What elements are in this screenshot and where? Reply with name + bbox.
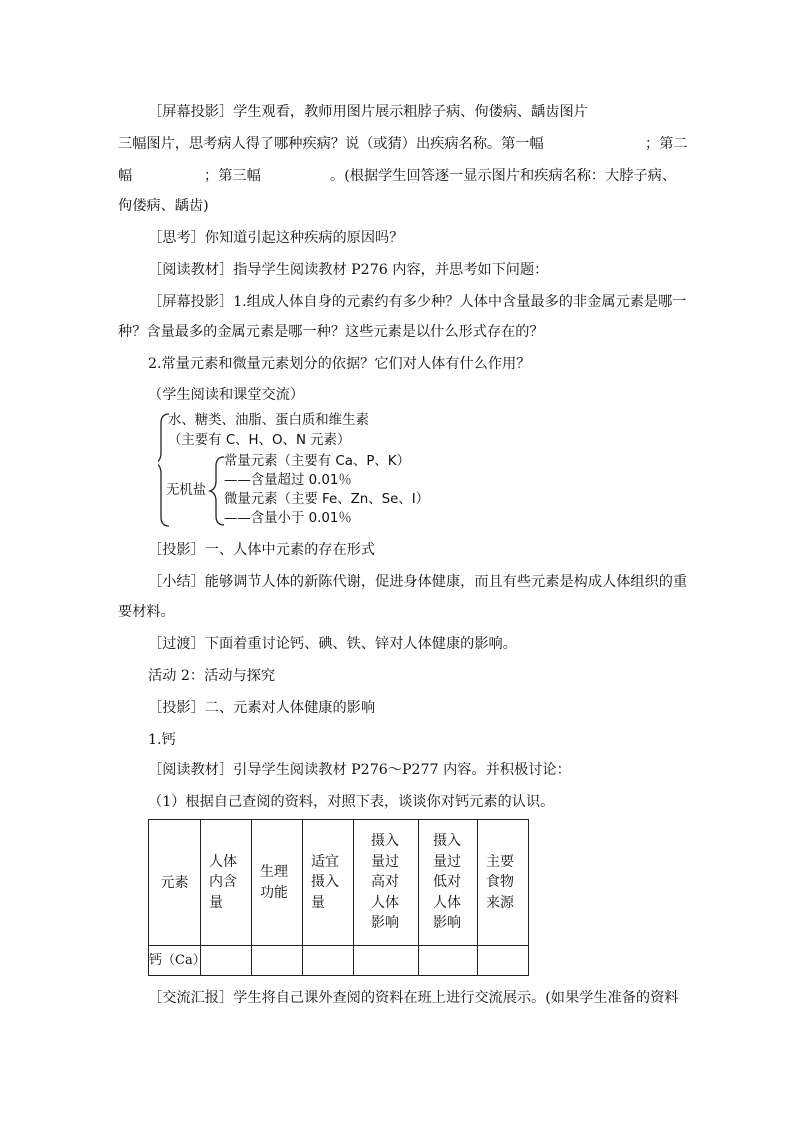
- table-header-cell: 适宜摄入量: [303, 820, 354, 946]
- organic-substances-label: 水、糖类、油脂、蛋白质和维生素: [168, 413, 369, 428]
- table-header-cell: 摄入量过高对人体影响: [354, 820, 419, 946]
- table-header-row: [149, 820, 529, 946]
- paragraph-projection-1: ［投影］一、人体中元素的存在形式: [148, 542, 376, 558]
- paragraph-line: 三幅图片，思考病人得了哪种疾病？说（或猜）出疾病名称。第一幅: [118, 136, 544, 152]
- organic-elements-note: （主要有 C、H、O、N 元素）: [168, 433, 351, 448]
- inorganic-salt-label: 无机盐: [166, 483, 207, 498]
- paragraph-summary: ［小结］能够调节人体的新陈代谢，促进身体健康，而且有些元素是构成人体组织的重: [148, 574, 688, 590]
- paragraph-note: （学生阅读和课堂交流）: [148, 387, 305, 403]
- table-header-cell: 生理功能: [252, 820, 303, 946]
- calcium-table: [148, 819, 529, 976]
- paragraph-reading-2: ［阅读教材］引导学生阅读教材 P276～P277 内容。并积极讨论：: [148, 762, 571, 778]
- table-row: [149, 946, 529, 976]
- major-elements-note: ——含量超过 0.01％: [224, 473, 352, 488]
- table-header-cell: 主要食物来源: [478, 820, 529, 946]
- table-cell: [303, 946, 354, 976]
- paragraph-line: 要材料。: [118, 604, 175, 620]
- paragraph-report: ［交流汇报］学生将自己课外查阅的资料在班上进行交流展示。(如果学生准备的资料: [148, 990, 679, 1006]
- table-cell: [354, 946, 419, 976]
- paragraph-question-1: ［屏幕投影］1.组成人体自身的元素约有多少种？人体中含量最多的非金属元素是哪一: [148, 294, 687, 310]
- paragraph-activity: 活动 2：活动与探究: [148, 668, 276, 684]
- paragraph-line: 幅: [118, 168, 133, 184]
- paragraph-item-1: （1）根据自己查阅的资料，对照下表，谈谈你对钙元素的认识。: [148, 794, 555, 810]
- paragraph-transition: ［过渡］下面着重讨论钙、碘、铁、锌对人体健康的影响。: [148, 636, 517, 652]
- paragraph-line: ；第二: [645, 136, 688, 152]
- paragraph-line: 。(根据学生回答逐一显示图片和疾病名称：大脖子病、: [330, 168, 677, 184]
- paragraph-projection-2: ［投影］二、元素对人体健康的影响: [148, 700, 376, 716]
- paragraph-question-2: 2.常量元素和微量元素划分的依据？它们对人体有什么作用？: [148, 356, 531, 372]
- paragraph-think: ［思考］你知道引起这种疾病的原因吗？: [148, 230, 404, 246]
- element-classification-diagram: [158, 411, 438, 531]
- paragraph-line: 种？含量最多的金属元素是哪一种？这些元素是以什么形式存在的？: [118, 324, 544, 340]
- table-cell: [201, 946, 252, 976]
- table-cell: [478, 946, 529, 976]
- paragraph-calcium-heading: 1.钙: [148, 732, 176, 748]
- table-header-cell: 人体内含量: [201, 820, 252, 946]
- major-elements-label: 常量元素（主要有 Ca、P、K）: [224, 454, 410, 469]
- table-cell: 钙（Ca）: [149, 946, 201, 976]
- table-cell: [252, 946, 303, 976]
- table-header-cell: 摄入量过低对人体影响: [419, 820, 478, 946]
- trace-elements-note: ——含量小于 0.01％: [224, 511, 352, 526]
- paragraph-screen-projection: ［屏幕投影］学生观看，教师用图片展示粗脖子病、佝偻病、龋齿图片: [148, 104, 588, 120]
- paragraph-line: 佝偻病、龋齿): [118, 198, 209, 214]
- trace-elements-label: 微量元素（主要 Fe、Zn、Se、I）: [224, 492, 430, 507]
- table-header-cell: 元素: [149, 820, 201, 946]
- paragraph-reading: ［阅读教材］指导学生阅读教材 P276 内容，并思考如下问题：: [148, 262, 549, 278]
- table-cell: [419, 946, 478, 976]
- paragraph-line: ；第三幅: [204, 168, 261, 184]
